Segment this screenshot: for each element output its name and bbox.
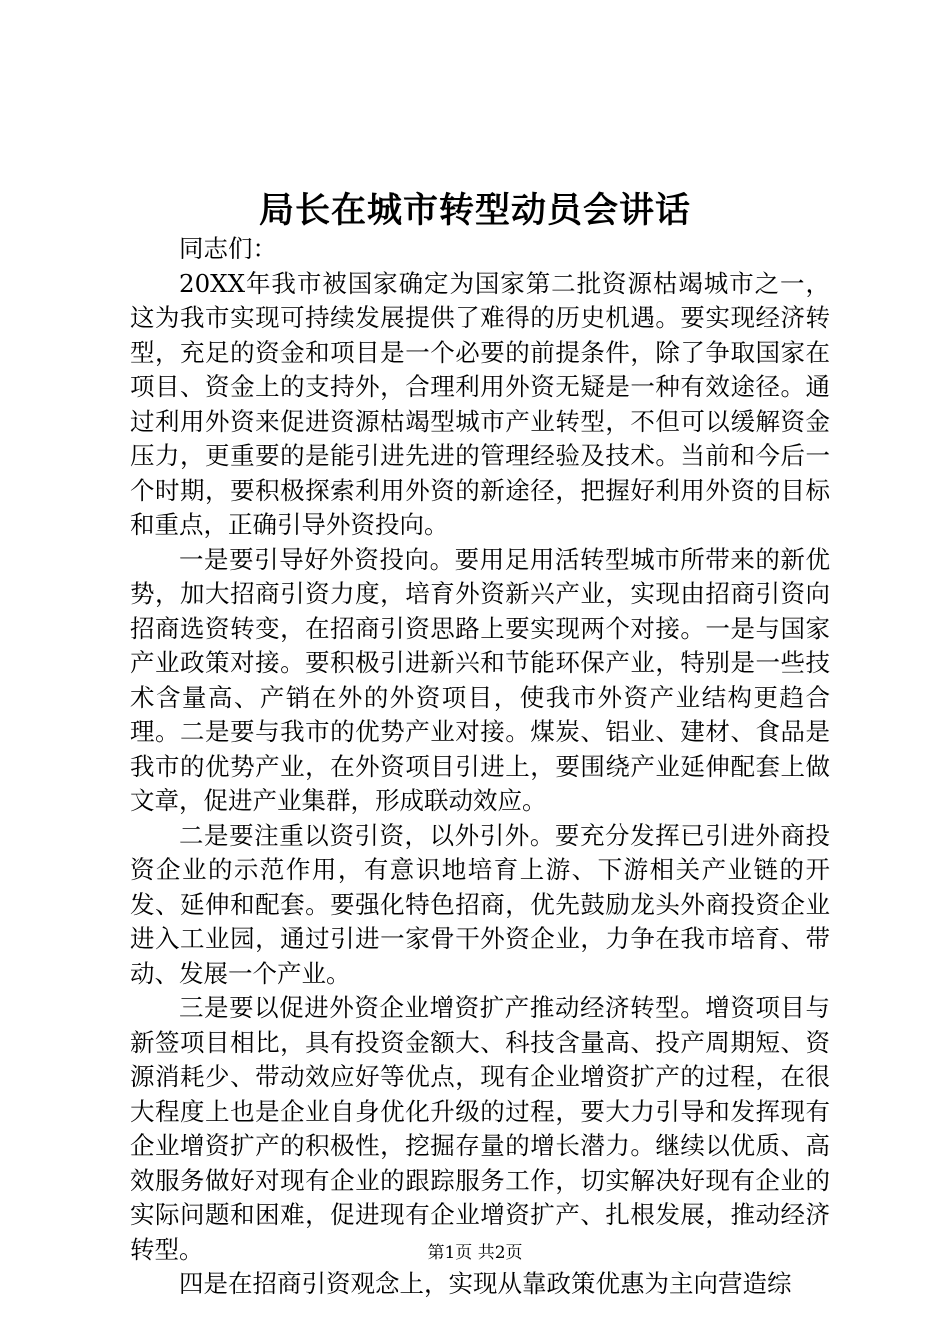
paragraph-1: 20XX年我市被国家确定为国家第二批资源枯竭城市之一，这为我市实现可持续发展提供了难得的历史机遇。要实现经济转型，充足的资金和项目是一个必要的前提条件，除了争取国家在项目、资金上的支持外，合理利用外资无疑是一种有效途径。通过利用外资来促进资源枯竭型城市产业转型，不但可以缓解资金压力，更重要的是能引进先进的管理经验及技术。当前和今后一个时期，要积极探索利用外资的新途径，把握好利用外资的目标和重点，正确引导外资投向。 <box>130 268 830 539</box>
paragraph-2: 一是要引导好外资投向。要用足用活转型城市所带来的新优势，加大招商引资力度，培育外资新兴产业，实现由招商引资向招商选资转变，在招商引资思路上要实现两个对接。一是与国家产业政策对接。要积极引进新兴和节能环保产业，特别是一些技术含量高、产销在外的外资项目，使我市外资产业结构更趋合理。二是要与我市的优势产业对接。煤炭、铝业、建材、食品是我市的优势产业，在外资项目引进上，要围绕产业延伸配套上做文章，促进产业集群，形成联动效应。 <box>130 544 830 815</box>
document-body <box>130 232 830 1302</box>
salutation: 同志们： <box>179 234 277 263</box>
paragraph-4: 三是要以促进外资企业增资扩产推动经济转型。增资项目与新签项目相比，具有投资金额大、科技含量高、投产周期短、资源消耗少、带动效应好等优点，现有企业增资扩产的过程，在很大程度上也是企业自身优化升级的过程，要大力引导和发挥现有企业增资扩产的积极性，挖掘存量的增长潜力。继续以优质、高效服务做好对现有企业的跟踪服务工作，切实解决好现有企业的实际问题和困难，促进现有企业增资扩产、扎根发展，推动经济转型。 <box>130 993 830 1264</box>
paragraph-5: 四是在招商引资观念上，实现从靠政策优惠为主向营造综 <box>179 1269 792 1298</box>
document-title: 局长在城市转型动员会讲话 <box>258 190 691 231</box>
page-number-footer: 第1页 共2页 <box>427 1243 523 1263</box>
paragraph-3: 二是要注重以资引资，以外引外。要充分发挥已引进外商投资企业的示范作用，有意识地培育上游、下游相关产业链的开发、延伸和配套。要强化特色招商，优先鼓励龙头外商投资企业进入工业园，通过引进一家骨干外资企业，力争在我市培育、带动、发展一个产业。 <box>130 820 830 988</box>
